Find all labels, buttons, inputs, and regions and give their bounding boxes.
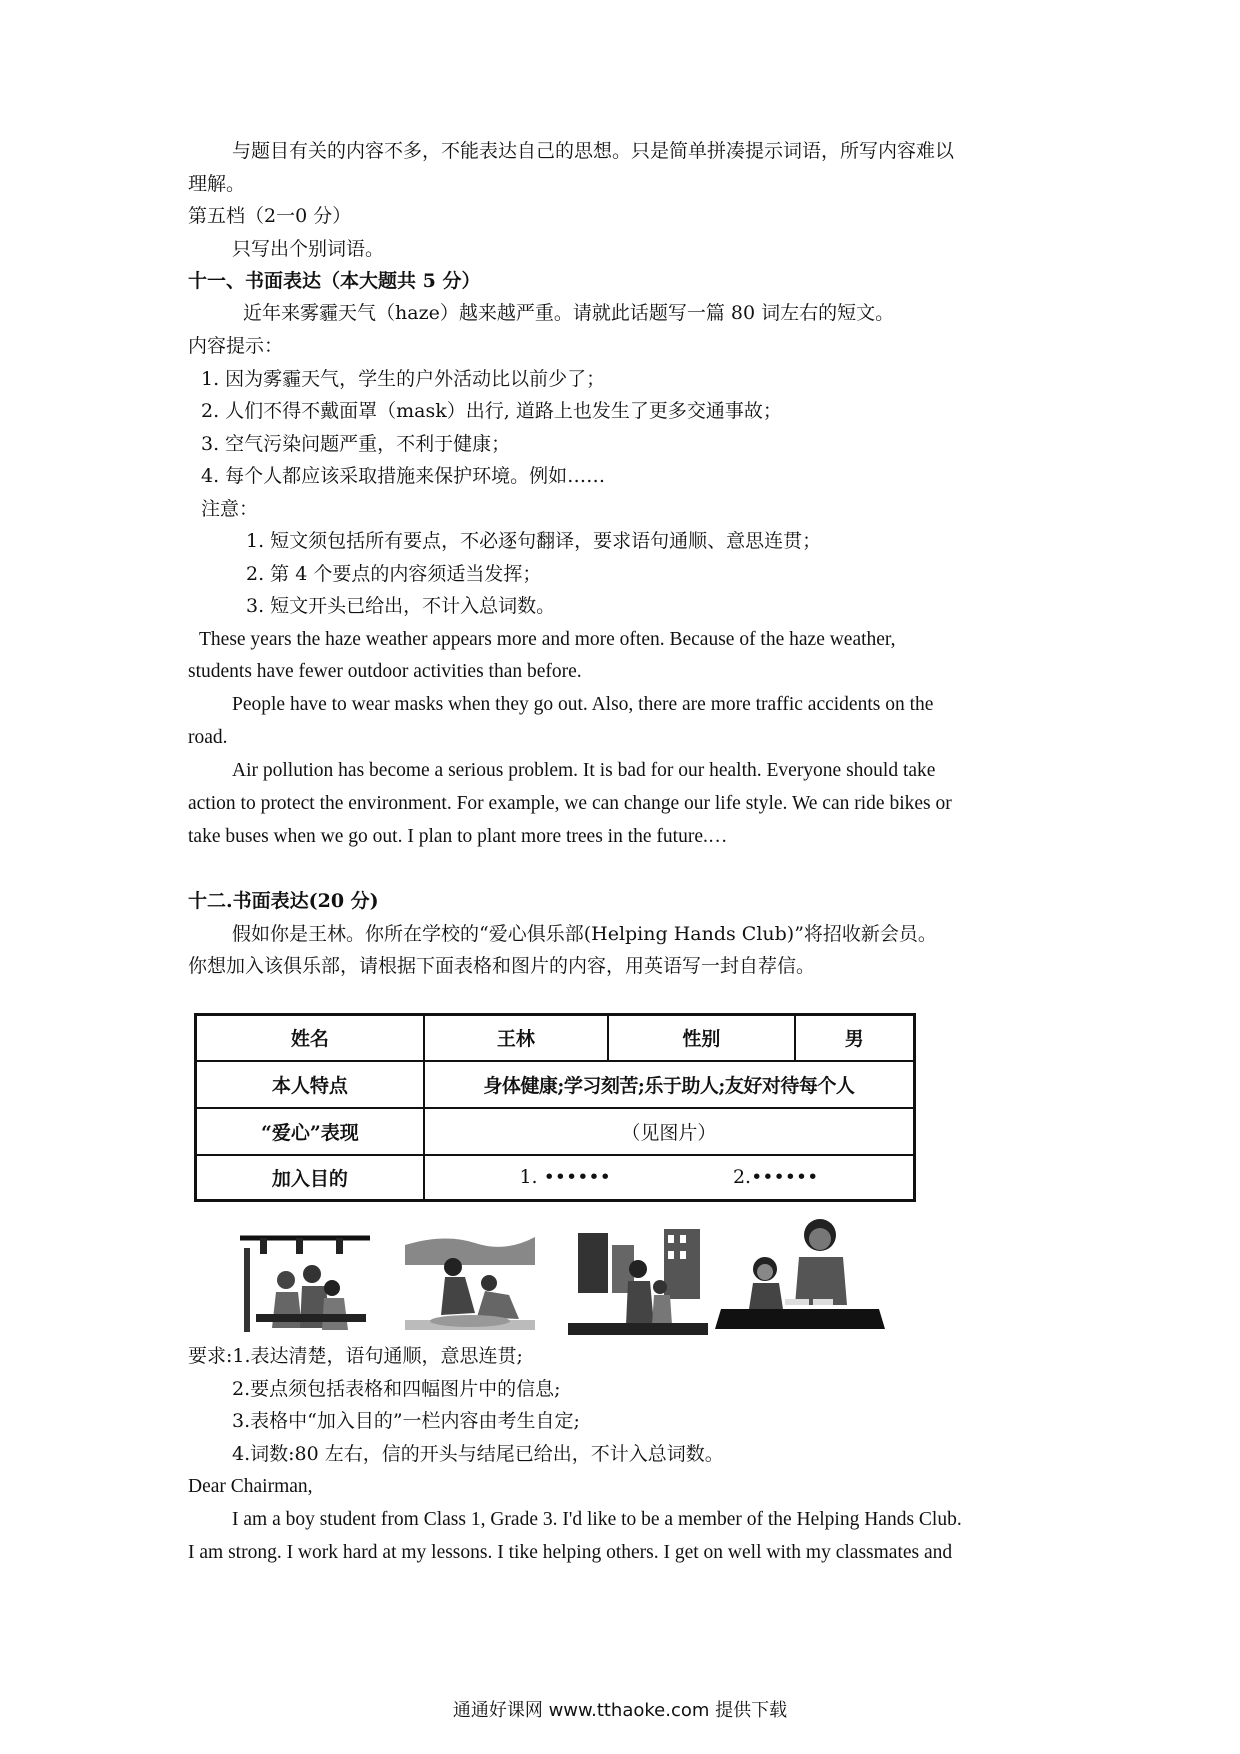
name-value: 王林 bbox=[424, 1015, 608, 1061]
text-line-6: 近年来雾霾天气（haze）越来越严重。请就此话题写一篇 80 词左右的短文。 bbox=[243, 302, 895, 324]
info-table bbox=[194, 1013, 916, 1202]
text-line-24: 假如你是王林。你所在学校的“爱心俱乐部(Helping Hands Club)”将招收新会员。 bbox=[232, 923, 937, 945]
text-line-32: I am strong. I work hard at my lessons. I tike helping others. I get on well with my classmates and bbox=[188, 1542, 953, 1563]
text-line-2: 理解。 bbox=[188, 173, 246, 195]
name-label: 姓名 bbox=[196, 1015, 424, 1061]
text-line-11: 4. 每个人都应该采取措施来保护环境。例如…… bbox=[201, 465, 606, 487]
text-line-7: 内容提示： bbox=[188, 335, 284, 357]
gender-label: 性别 bbox=[608, 1015, 795, 1061]
text-line-4: 只写出个别词语。 bbox=[232, 238, 385, 260]
purpose-label: 加入目的 bbox=[196, 1155, 424, 1201]
purpose-value bbox=[424, 1155, 915, 1201]
table-row bbox=[196, 1015, 915, 1061]
text-line-30: Dear Chairman, bbox=[188, 1476, 313, 1497]
text-line-1: 与题目有关的内容不多，不能表达自己的思想。只是简单拼凑提示词语，所写内容难以 bbox=[232, 140, 955, 162]
text-line-19: road. bbox=[188, 727, 228, 748]
love-label: “爱心”表现 bbox=[196, 1108, 424, 1155]
text-line-14: 2. 第 4 个要点的内容须适当发挥； bbox=[246, 563, 542, 585]
text-line-23: 十二.书面表达(20 分) bbox=[188, 890, 379, 912]
text-line-18: People have to wear masks when they go out. Also, there are more traffic accidents on the bbox=[232, 694, 934, 715]
traits-value: 身体健康;学习刻苦;乐于助人;友好对待每个人 bbox=[424, 1061, 915, 1108]
table-row bbox=[196, 1061, 915, 1108]
footer-source: 通通好课网 www.tthaoke.com 提供下载 bbox=[452, 1700, 788, 1721]
text-line-20: Air pollution has become a serious problem. It is bad for our health. Everyone should take bbox=[232, 760, 936, 781]
street-scene-illustration bbox=[568, 1225, 708, 1335]
text-line-12: 注意： bbox=[201, 498, 259, 520]
helping-fallen-person-illustration bbox=[405, 1225, 535, 1330]
text-line-16: These years the haze weather appears more and more often. Because of the haze weather, bbox=[199, 629, 896, 650]
text-line-5: 十一、书面表达（本大题共 5 分） bbox=[188, 270, 481, 292]
text-line-13: 1. 短文须包括所有要点，不必逐句翻译，要求语句通顺、意思连贯； bbox=[246, 530, 822, 552]
text-line-26: 要求:1.表达清楚，语句通顺，意思连贯; bbox=[188, 1345, 523, 1367]
text-line-28: 3.表格中“加入目的”一栏内容由考生自定; bbox=[232, 1410, 580, 1432]
text-line-17: students have fewer outdoor activities than before. bbox=[188, 661, 582, 682]
text-line-25: 你想加入该俱乐部，请根据下面表格和图片的内容，用英语写一封自荐信。 bbox=[188, 955, 816, 977]
text-line-9: 2. 人们不得不戴面罩（mask）出行, 道路上也发生了更多交通事故； bbox=[201, 400, 782, 422]
bus-seat-illustration bbox=[236, 1218, 374, 1336]
table-row bbox=[196, 1108, 915, 1155]
table-row bbox=[196, 1155, 915, 1201]
text-line-10: 3. 空气污染问题严重，不利于健康； bbox=[201, 433, 511, 455]
text-line-22: take buses when we go out. I plan to plant more trees in the future.… bbox=[188, 826, 728, 847]
tutoring-child-illustration bbox=[715, 1205, 885, 1340]
purpose-item-2: 2.•••••• bbox=[732, 1166, 819, 1189]
text-line-27: 2.要点须包括表格和四幅图片中的信息; bbox=[232, 1378, 561, 1400]
text-line-31: I am a boy student from Class 1, Grade 3. I'd like to be a member of the Helping Hands Club. bbox=[232, 1509, 962, 1530]
text-line-21: action to protect the environment. For example, we can change our life style. We can ride bikes or bbox=[188, 793, 952, 814]
text-line-3: 第五档（2一0 分） bbox=[188, 205, 352, 227]
text-line-8: 1. 因为雾霾天气，学生的户外活动比以前少了； bbox=[201, 368, 606, 390]
traits-label: 本人特点 bbox=[196, 1061, 424, 1108]
gender-value: 男 bbox=[795, 1015, 915, 1061]
text-line-29: 4.词数:80 左右，信的开头与结尾已给出，不计入总词数。 bbox=[232, 1443, 724, 1465]
text-line-15: 3. 短文开头已给出，不计入总词数。 bbox=[246, 595, 556, 617]
love-value: （见图片） bbox=[424, 1108, 915, 1155]
purpose-item-1: 1. •••••• bbox=[519, 1166, 611, 1189]
